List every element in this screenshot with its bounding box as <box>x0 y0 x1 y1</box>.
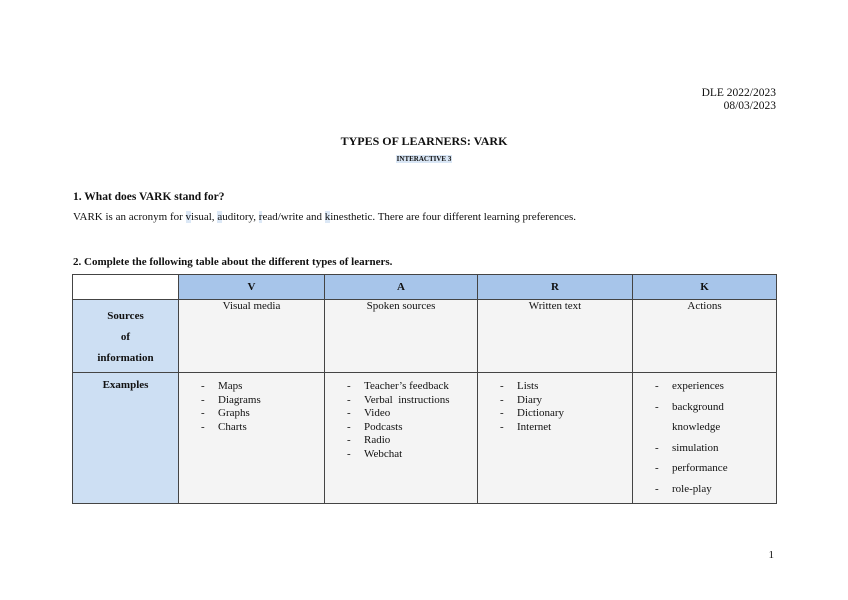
list-item: - Maps <box>201 380 324 394</box>
list-item: - Diagrams <box>201 394 324 408</box>
list-item: - Diary <box>500 394 632 408</box>
sources-label-line: information <box>97 352 154 364</box>
table-corner-cell <box>73 275 179 300</box>
table-header-row <box>73 275 777 300</box>
examples-a-cell <box>325 373 478 504</box>
examples-a-list <box>325 373 477 461</box>
page-title: TYPES OF LEARNERS: VARK <box>340 134 508 148</box>
source-r-cell: Written text <box>478 300 633 373</box>
list-item: - Video <box>347 407 477 421</box>
sources-label-line: Sources <box>107 310 144 322</box>
list-item: - performance <box>655 458 776 479</box>
examples-k-list <box>633 373 776 503</box>
list-item: - Charts <box>201 421 324 435</box>
list-item: - Internet <box>500 421 632 435</box>
question-2-heading: 2. Complete the following table about the different types of learners. <box>73 256 393 268</box>
answer-intro: VARK is an acronym for <box>73 211 186 223</box>
examples-r-list <box>478 373 632 434</box>
list-item: - Graphs <box>201 407 324 421</box>
answer-auditory: uditory, <box>222 211 259 223</box>
answer-read-write: ead/write and <box>262 211 325 223</box>
document-header <box>702 87 776 113</box>
source-a-cell: Spoken sources <box>325 300 478 373</box>
subtitle-text: INTERACTIVE 3 <box>396 155 452 163</box>
question-1-answer <box>73 211 576 223</box>
list-item: - Webchat <box>347 448 477 462</box>
column-r-header: R <box>478 275 633 300</box>
sources-label-line: of <box>120 331 131 343</box>
table-row-sources <box>73 300 777 373</box>
page-number: 1 <box>768 549 774 561</box>
list-item: knowledge <box>672 421 721 433</box>
vark-table <box>72 274 777 504</box>
letter-r: r <box>258 211 263 223</box>
course-label: DLE 2022/2023 <box>701 87 776 99</box>
examples-r-cell <box>478 373 633 504</box>
answer-kinesthetic: inesthetic. There are four different learning preferences. <box>330 211 576 223</box>
source-k-cell: Actions <box>633 300 777 373</box>
examples-k-cell <box>633 373 777 504</box>
list-item: - experiences <box>655 376 776 397</box>
letter-k: k <box>324 211 331 223</box>
list-item: - Dictionary <box>500 407 632 421</box>
column-k-header: K <box>633 275 777 300</box>
examples-row-label <box>73 373 179 504</box>
table-row-examples <box>73 373 777 504</box>
page-subtitle <box>0 155 848 163</box>
date-label: 08/03/2023 <box>723 100 776 112</box>
column-a-header: A <box>325 275 478 300</box>
list-item: - Podcasts <box>347 421 477 435</box>
answer-visual: isual, <box>191 211 218 223</box>
list-item: - Teacher’s feedback <box>347 380 477 394</box>
list-item: - Verbal instructions <box>347 394 477 408</box>
sources-row-label <box>73 300 179 373</box>
list-item: - Lists <box>500 380 632 394</box>
column-v-header: V <box>179 275 325 300</box>
examples-label-text: Examples <box>102 379 149 391</box>
letter-v: v <box>185 211 192 223</box>
list-item: - background <box>655 397 776 418</box>
letter-a: a <box>217 211 223 223</box>
question-1-heading: 1. What does VARK stand for? <box>73 191 225 203</box>
examples-v-list <box>179 373 324 434</box>
examples-v-cell <box>179 373 325 504</box>
source-v-cell: Visual media <box>179 300 325 373</box>
list-item: - Radio <box>347 434 477 448</box>
list-item: - simulation <box>655 438 776 459</box>
list-item: - role-play <box>655 479 776 500</box>
